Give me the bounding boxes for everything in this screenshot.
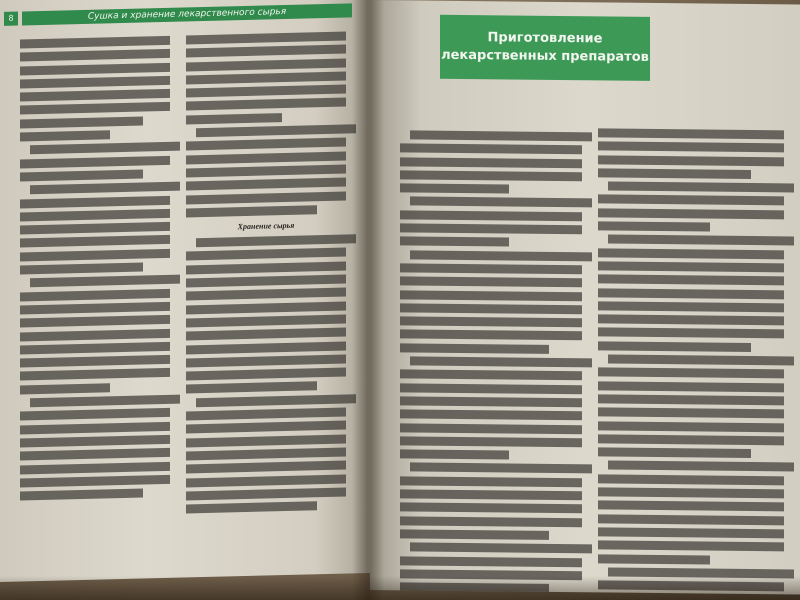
text-line xyxy=(598,448,751,459)
text-line xyxy=(186,58,346,71)
text-line xyxy=(410,130,592,141)
text-line xyxy=(186,138,346,151)
right-page-column-1 xyxy=(400,130,582,594)
text-line xyxy=(20,36,170,49)
text-line xyxy=(400,423,582,434)
text-line xyxy=(186,474,346,487)
text-line xyxy=(186,261,346,274)
text-line xyxy=(598,421,784,432)
right-page-column-2 xyxy=(598,128,784,594)
text-line xyxy=(410,463,592,474)
text-line xyxy=(400,383,582,394)
text-line xyxy=(186,85,346,98)
text-line xyxy=(598,208,784,219)
text-line xyxy=(186,165,346,178)
text-line xyxy=(20,62,170,75)
text-line xyxy=(598,501,784,512)
text-line xyxy=(20,222,170,235)
text-line xyxy=(410,197,592,208)
text-line xyxy=(186,178,346,191)
text-line xyxy=(400,343,549,354)
text-line xyxy=(20,461,170,474)
text-line xyxy=(598,394,784,405)
text-line xyxy=(186,205,317,217)
text-line xyxy=(186,314,346,327)
text-line xyxy=(400,237,509,247)
text-line xyxy=(20,408,170,421)
text-line xyxy=(598,168,751,179)
text-line xyxy=(598,288,784,299)
text-line xyxy=(196,124,356,137)
text-line xyxy=(400,263,582,274)
text-line xyxy=(20,130,110,141)
text-line xyxy=(20,355,170,368)
text-line xyxy=(30,275,180,288)
text-line xyxy=(608,235,794,246)
text-line xyxy=(598,408,784,419)
text-line xyxy=(20,288,170,301)
text-line xyxy=(20,475,170,488)
text-line xyxy=(20,435,170,448)
text-line xyxy=(400,210,582,221)
text-line xyxy=(20,302,170,315)
text-line xyxy=(20,448,170,461)
text-line xyxy=(186,501,317,513)
text-line xyxy=(598,434,784,445)
text-line xyxy=(410,356,592,367)
text-line xyxy=(598,474,784,485)
text-line xyxy=(186,98,346,111)
bottom-shadow xyxy=(0,576,800,600)
text-line xyxy=(20,116,143,128)
text-line xyxy=(20,156,170,169)
book-gutter-shadow xyxy=(352,0,384,600)
text-line xyxy=(30,182,180,195)
page-number: 8 xyxy=(4,12,18,26)
text-line xyxy=(598,301,784,312)
text-line xyxy=(186,408,346,421)
text-line xyxy=(196,234,356,247)
text-line xyxy=(186,71,346,84)
text-line xyxy=(400,476,582,487)
text-line xyxy=(400,330,582,341)
text-line xyxy=(400,170,582,181)
text-line xyxy=(400,529,549,540)
text-line xyxy=(400,144,582,155)
text-line xyxy=(30,142,180,155)
text-line xyxy=(186,248,346,261)
text-line xyxy=(20,76,170,89)
text-line xyxy=(598,195,784,206)
text-line xyxy=(410,543,592,554)
text-line xyxy=(196,394,356,407)
text-line xyxy=(186,421,346,434)
text-line xyxy=(186,382,317,394)
text-line xyxy=(20,49,170,62)
chapter-title-banner xyxy=(440,15,650,81)
text-line xyxy=(186,113,282,124)
text-line xyxy=(598,155,784,166)
text-line xyxy=(400,516,582,527)
text-line xyxy=(598,315,784,326)
text-line xyxy=(186,487,346,500)
text-line xyxy=(400,290,582,301)
text-line xyxy=(20,235,170,248)
text-line xyxy=(598,368,784,379)
text-line xyxy=(400,556,582,567)
text-line xyxy=(400,316,582,327)
text-line xyxy=(20,249,170,262)
text-line xyxy=(20,102,170,115)
text-line xyxy=(186,45,346,58)
right-page xyxy=(370,0,800,595)
text-line xyxy=(400,503,582,514)
text-line xyxy=(400,157,582,168)
text-line xyxy=(20,342,170,355)
text-line xyxy=(598,541,784,552)
text-line xyxy=(598,341,751,352)
text-line xyxy=(20,195,170,208)
text-line xyxy=(186,275,346,288)
text-line xyxy=(186,328,346,341)
text-line xyxy=(186,447,346,460)
text-line xyxy=(20,383,110,394)
text-line xyxy=(598,381,784,392)
left-page-column-1 xyxy=(20,36,170,505)
text-line xyxy=(20,89,170,102)
subheading: Хранение сырья xyxy=(237,220,295,232)
text-line xyxy=(598,487,784,498)
text-line xyxy=(400,223,582,234)
text-line xyxy=(186,341,346,354)
text-line xyxy=(400,410,582,421)
chapter-title-line-1: Приготовление xyxy=(487,30,603,47)
text-line xyxy=(598,554,710,564)
text-line xyxy=(598,221,710,231)
text-line xyxy=(400,277,582,288)
left-page-column-2 xyxy=(186,32,346,518)
text-line xyxy=(400,370,582,381)
text-line xyxy=(186,461,346,474)
text-line xyxy=(598,142,784,153)
text-line xyxy=(410,250,592,261)
text-line xyxy=(598,128,784,139)
text-line xyxy=(598,261,784,272)
text-line xyxy=(20,263,143,275)
text-line xyxy=(608,355,794,366)
text-line xyxy=(400,436,582,447)
text-line xyxy=(400,396,582,407)
text-line xyxy=(20,489,143,501)
text-line xyxy=(400,184,509,194)
left-page xyxy=(0,0,370,582)
text-line xyxy=(20,328,170,341)
text-line xyxy=(598,514,784,525)
text-line xyxy=(20,209,170,222)
text-line xyxy=(608,182,794,193)
text-line xyxy=(598,527,784,538)
text-line xyxy=(608,461,794,472)
text-line xyxy=(20,368,170,381)
text-line xyxy=(598,275,784,286)
text-line xyxy=(598,248,784,259)
text-line xyxy=(20,169,143,181)
running-head: Сушка и хранение лекарственного сырья xyxy=(22,3,352,25)
text-line xyxy=(186,288,346,301)
text-line xyxy=(400,489,582,500)
text-line xyxy=(30,395,180,408)
text-line xyxy=(186,301,346,314)
text-line xyxy=(186,32,346,45)
text-line xyxy=(186,151,346,164)
text-line xyxy=(186,354,346,367)
text-line xyxy=(598,328,784,339)
chapter-title-line-2: лекарственных препаратов xyxy=(441,47,649,65)
text-line xyxy=(186,434,346,447)
text-line xyxy=(20,315,170,328)
text-line xyxy=(400,303,582,314)
text-line xyxy=(186,368,346,381)
text-line xyxy=(400,449,509,459)
text-line xyxy=(20,421,170,434)
text-line xyxy=(186,191,346,204)
